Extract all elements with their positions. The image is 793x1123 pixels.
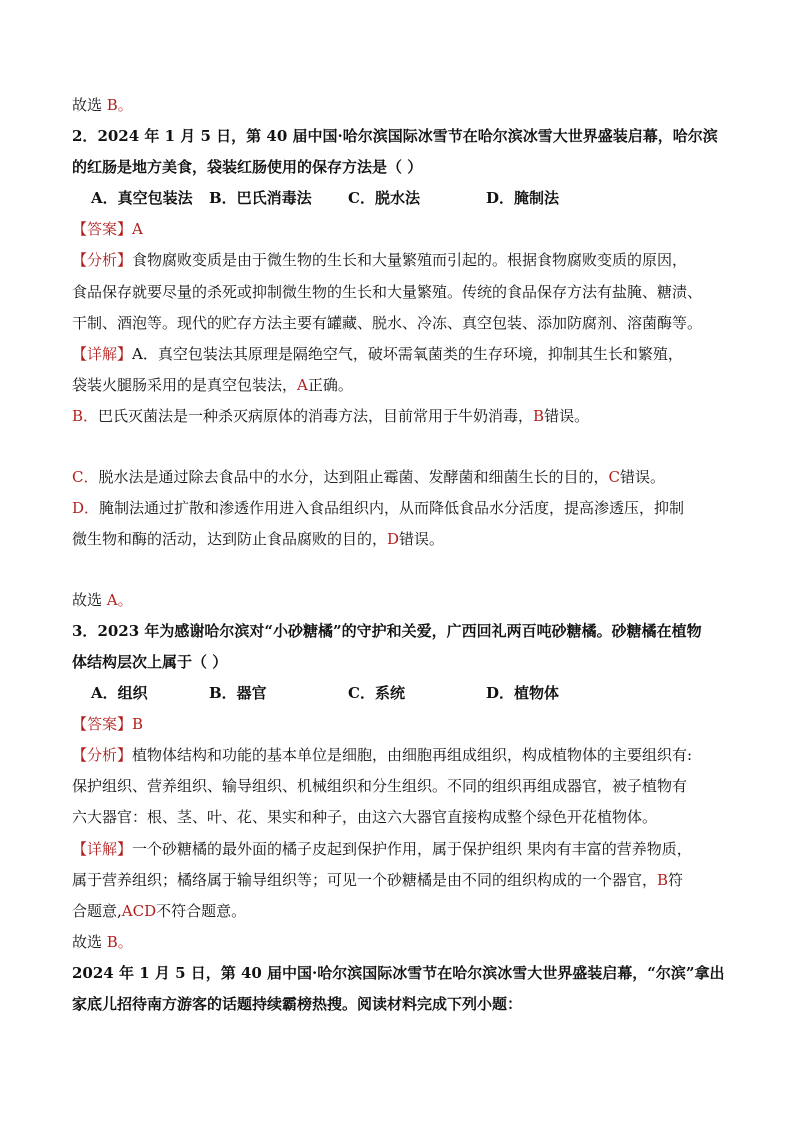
detail-option-prefix: A． [132,345,158,363]
q3-detail-line2 [72,870,732,890]
question-stem-text: 的红肠是地方美食，袋装红肠使用的保存方法是（ ） [72,158,423,176]
detail-text: 正确。 [307,376,353,394]
detail-text: 不符合题意。 [156,902,247,920]
detail-text: 微生物和酶的活动，达到防止食品腐败的目的， [72,530,388,548]
conclusion-answer: B。 [106,933,133,951]
conclusion-line [72,95,732,115]
question-stem-text: 2023 年为感谢哈尔滨对“小砂糖橘”的守护和关爱，广西回礼两百吨砂糖橘。砂糖橘在植物 [97,622,702,640]
q2-detail-a-line2 [72,375,732,395]
question-number: 3． [72,622,98,640]
detail-text: 错误。 [619,468,665,486]
q2-stem-line2 [72,157,732,177]
conclusion-prefix: 故选 [72,96,107,114]
detail-text: 腌制法通过扩散和渗透作用进入食品组织内，从而降低食品水分活度，提高渗透压，抑制 [99,499,685,517]
question-stem-text: 体结构层次上属于（ ） [72,653,228,671]
detail-mark: B [657,871,669,889]
detail-text: 真空包装法其原理是隔绝空气，破坏需氧菌类的生存环境，抑制其生长和繁殖， [157,345,683,363]
q2-detail-d-line2 [72,529,732,549]
detail-text: 属于营养组织；橘络属于输导组织等；可见一个砂糖橘是由不同的组织构成的一个器官， [72,871,658,889]
detail-label: 【详解】 [72,840,133,858]
q3-detail-line1 [72,839,732,859]
q2-conclusion [72,590,732,610]
question-number: 2． [72,127,98,145]
option-b: B．器官 [209,684,267,702]
answer-label: 【答案】 [72,220,133,238]
q2-detail-a-line1 [72,344,732,364]
analysis-text: 六大器官：根、茎、叶、花、果实和种子，由这六大器官直接构成整个绿色开花植物体。 [72,808,658,826]
detail-mark: ACD [121,902,157,920]
conclusion-prefix: 故选 [72,933,107,951]
q3-answer [72,714,732,734]
q3-stem-line2 [72,652,732,672]
detail-text: 袋装火腿肠采用的是真空包装法， [72,376,298,394]
q3-analysis-line3 [72,807,732,827]
answer-label: 【答案】 [72,715,133,733]
option-b: B．巴氏消毒法 [209,189,312,207]
analysis-text: 食品保存就要尽量的杀死或抑制微生物的生长和大量繁殖。传统的食品保存方法有盐腌、糖渍、 [72,283,703,301]
q3-analysis-line1 [72,745,732,765]
option-a: A．真空包装法 [91,189,193,207]
detail-mark: D [387,530,400,548]
passage-text: 家底儿招待南方游客的话题持续霸榜热搜。阅读材料完成下列小题： [72,995,523,1013]
q2-detail-b [72,406,732,426]
passage-line2 [72,994,732,1014]
q2-analysis-line1 [72,250,732,270]
analysis-label: 【分析】 [72,746,133,764]
option-d: D．植物体 [486,684,560,702]
detail-mark: B [533,407,545,425]
conclusion-answer: B。 [106,96,133,114]
detail-mark: A [297,376,308,394]
detail-option-prefix: C． [72,468,99,486]
question-stem-text: 2024 年 1 月 5 日，第 40 届中国·哈尔滨国际冰雪节在哈尔滨冰雪大世界盛装启幕，哈尔滨 [97,127,718,145]
passage-line1 [72,963,732,983]
conclusion-prefix: 故选 [72,591,107,609]
detail-text: 一个砂糖橘的最外面的橘子皮起到保护作用，属于保护组织 果肉有丰富的营养物质， [132,840,692,858]
detail-text: 错误。 [544,407,590,425]
q2-analysis-line3 [72,313,732,333]
q3-analysis-line2 [72,776,732,796]
q3-conclusion [72,932,732,952]
answer-value: B [132,715,144,733]
analysis-text: 植物体结构和功能的基本单位是细胞，由细胞再组成组织，构成植物体的主要组织有: [132,746,693,764]
detail-text: 巴氏灭菌法是一种杀灭病原体的消毒方法，目前常用于牛奶消毒， [98,407,534,425]
detail-option-prefix: D． [72,499,100,517]
analysis-text: 干制、酒泡等。现代的贮存方法主要有罐藏、脱水、冷冻、真空包装、添加防腐剂、溶菌酶等。 [72,314,703,332]
analysis-text: 食物腐败变质是由于微生物的生长和大量繁殖而引起的。根据食物腐败变质的原因， [132,251,688,269]
q3-stem-line1 [72,621,732,641]
q2-detail-d-line1 [72,498,732,518]
q2-answer [72,219,732,239]
q2-stem-line1 [72,126,732,146]
analysis-label: 【分析】 [72,251,133,269]
conclusion-answer: A。 [106,591,133,609]
option-d: D．腌制法 [486,189,560,207]
detail-label: 【详解】 [72,345,133,363]
q2-detail-c [72,467,732,487]
detail-text: 合题意, [72,902,122,920]
passage-text: 2024 年 1 月 5 日，第 40 届中国·哈尔滨国际冰雪节在哈尔滨冰雪大世界盛装启幕，“尔滨”拿出 [72,964,725,982]
detail-text: 符 [668,871,684,889]
q2-analysis-line2 [72,282,732,302]
option-c: C．系统 [348,684,405,702]
detail-text: 错误。 [399,530,445,548]
detail-mark: C [608,468,620,486]
q3-detail-line3 [72,901,732,921]
detail-text: 脱水法是通过除去食品中的水分，达到阻止霉菌、发酵菌和细菌生长的目的， [98,468,609,486]
detail-option-prefix: B． [72,407,99,425]
analysis-text: 保护组织、营养组织、输导组织、机械组织和分生组织。不同的组织再组成器官，被子植物有 [72,777,688,795]
option-c: C．脱水法 [348,189,420,207]
answer-value: A [132,220,143,238]
option-a: A．组织 [91,684,148,702]
